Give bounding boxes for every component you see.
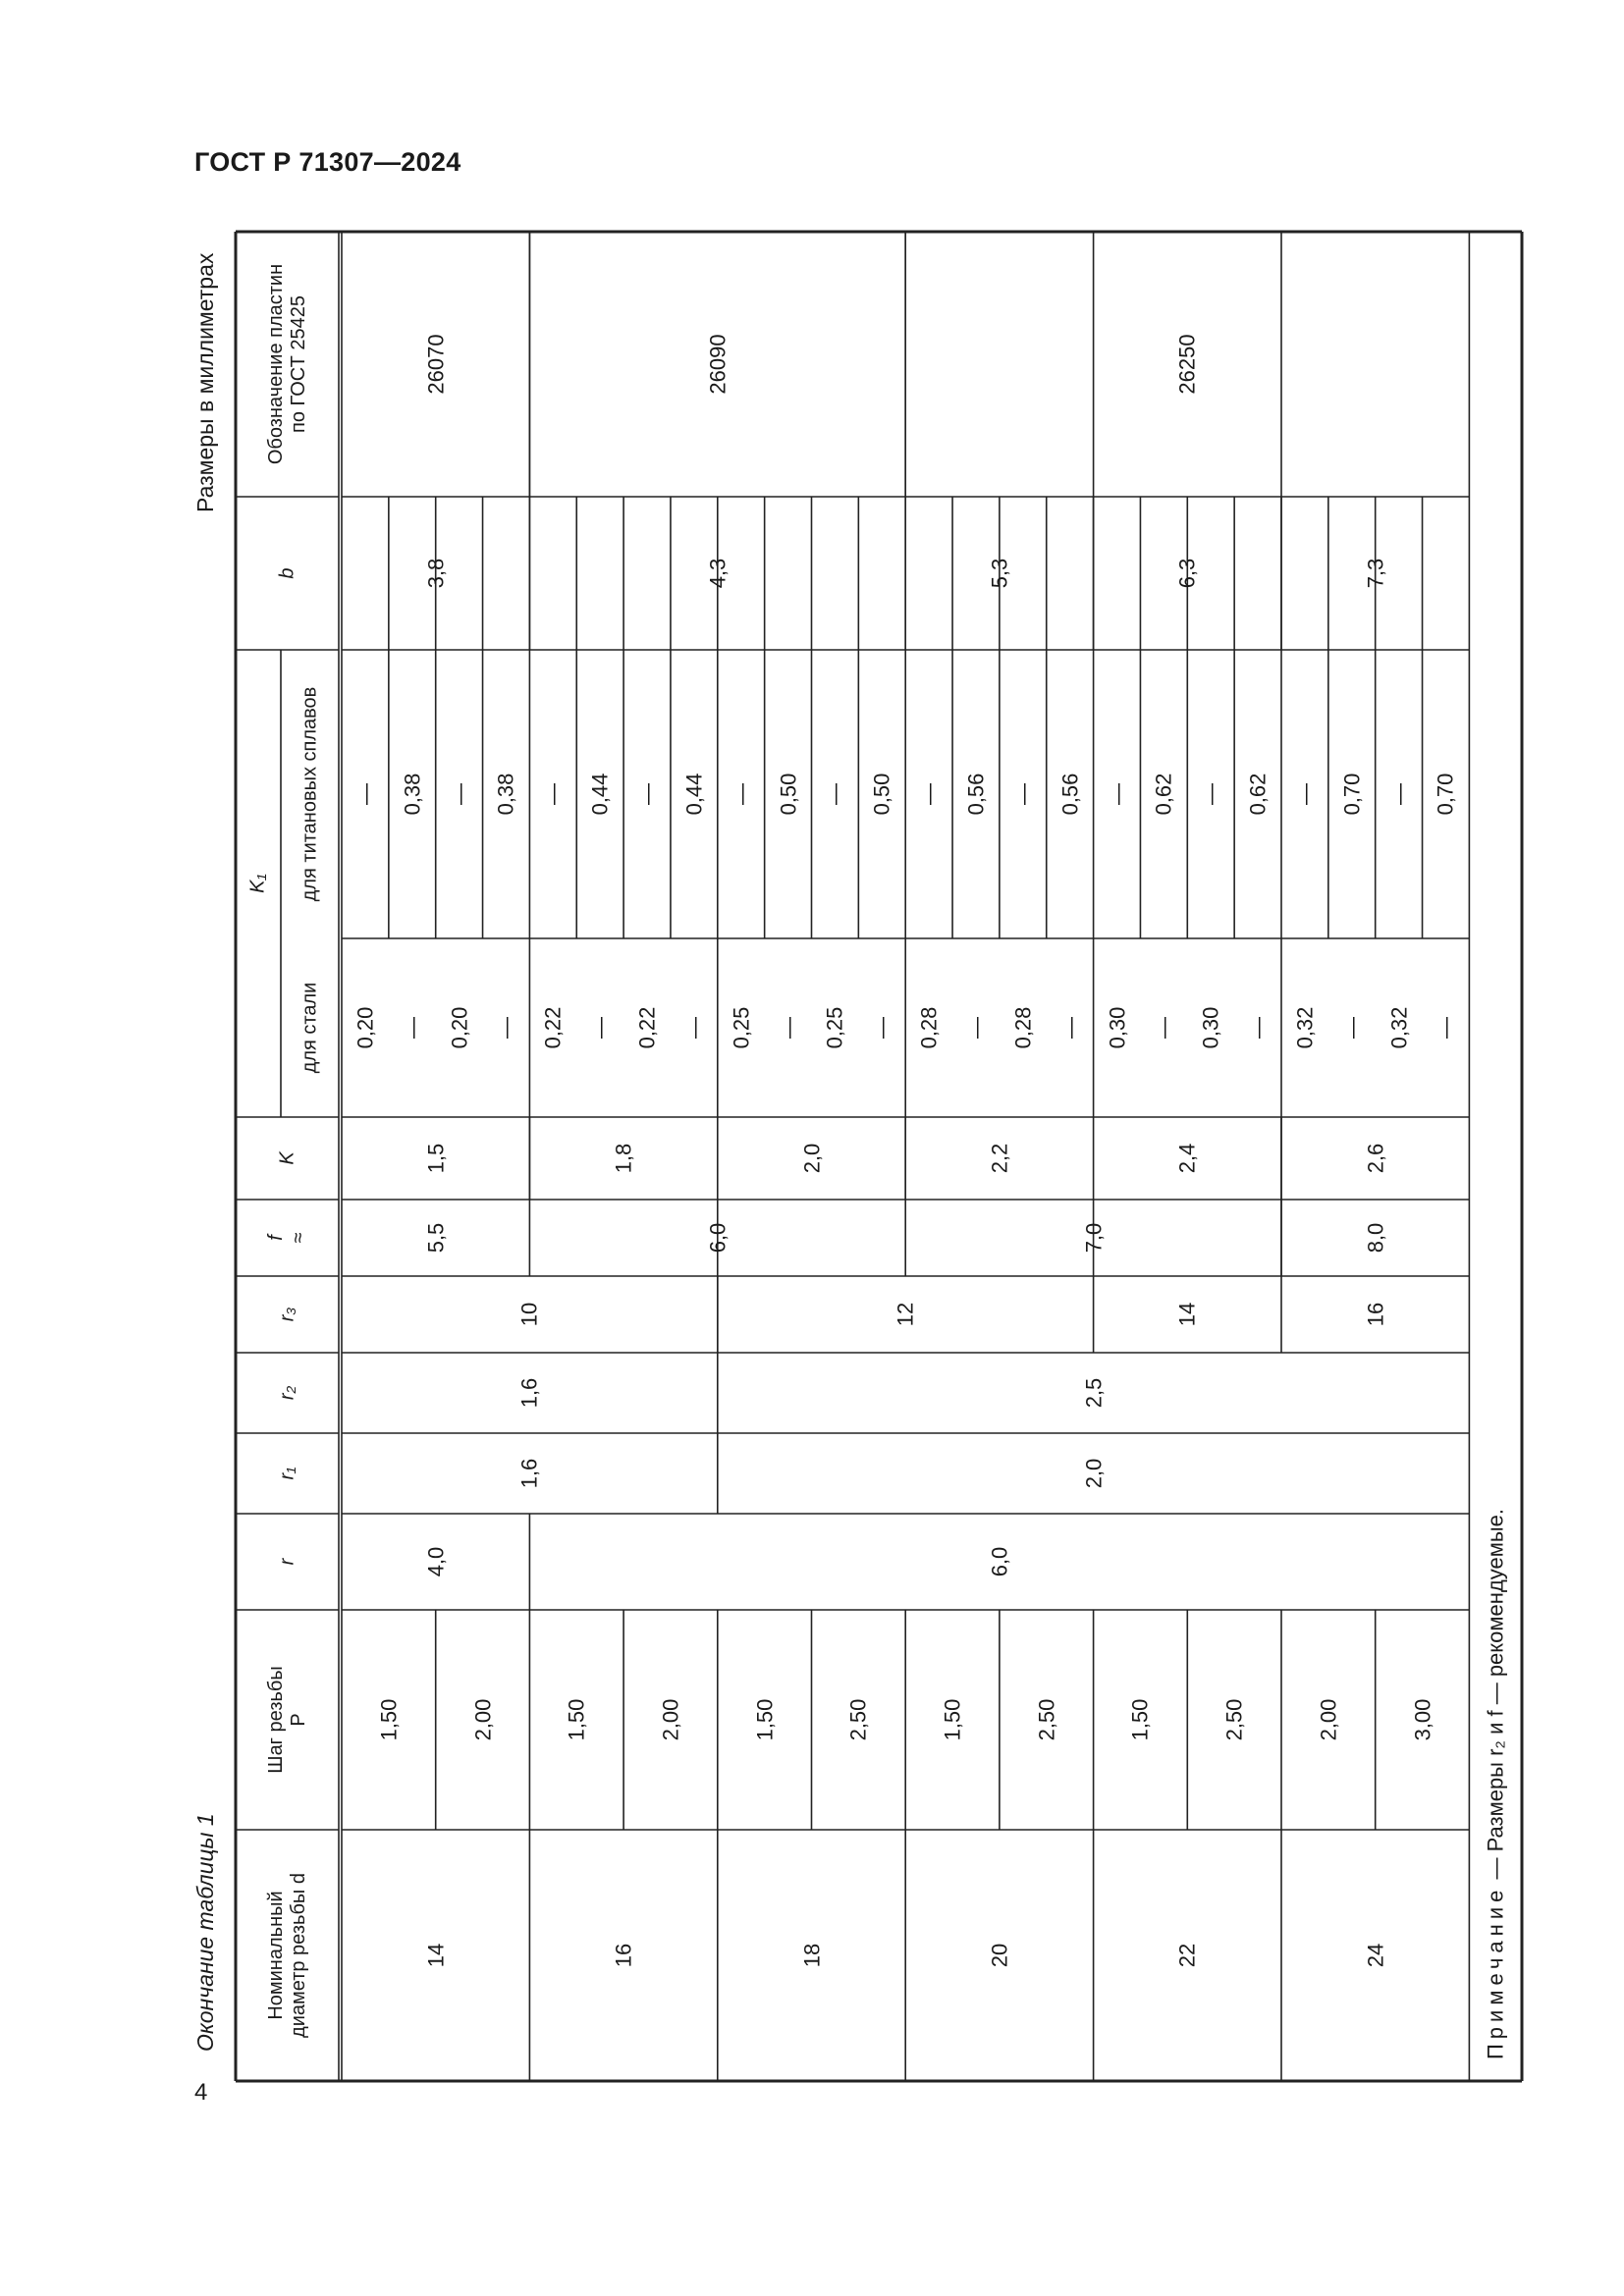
K1-titanium-value-text: — (634, 783, 660, 805)
K1-titanium-value-text: 0,38 (493, 773, 518, 816)
r3-value-text: 16 (1363, 1302, 1388, 1327)
P-value-text: 2,00 (469, 1698, 495, 1741)
table-note-text (1484, 1509, 1508, 2059)
P-value-text: 2,00 (1316, 1698, 1341, 1741)
r3-value-text: 12 (893, 1302, 918, 1327)
K1-titanium-value-text: — (1010, 783, 1036, 805)
K1-titanium-value-text: — (1104, 783, 1129, 805)
K1-steel-value-text: — (1433, 1017, 1458, 1039)
K1-steel-value-text: 0,20 (352, 1006, 378, 1049)
d-value-text: 18 (798, 1943, 824, 1968)
K1-steel-value-text: — (493, 1017, 518, 1039)
K1-steel-value-text: — (1151, 1017, 1176, 1039)
d-value-text: 20 (987, 1943, 1012, 1968)
header-r1-text: r₁ (276, 1467, 298, 1480)
K1-titanium-value-text: 0,62 (1151, 773, 1176, 816)
K1-steel-value-text: 0,22 (540, 1006, 566, 1049)
r-value-text: 6,0 (987, 1546, 1012, 1577)
K1-titanium-value-text: — (352, 783, 378, 805)
header-r3-text: r₃ (276, 1307, 298, 1322)
P-value-text: 1,50 (940, 1698, 965, 1741)
P-value-text: 3,00 (1409, 1698, 1435, 1741)
f-value-text: 8,0 (1363, 1222, 1388, 1254)
K1-titanium-value-text: — (446, 783, 471, 805)
K1-titanium-value-text: 0,70 (1433, 773, 1458, 816)
K1-titanium-value-text: — (916, 783, 942, 805)
P-value-text: 1,50 (751, 1698, 777, 1741)
plate-value-text: 26090 (705, 334, 731, 395)
P-value-text: 1,50 (1127, 1698, 1153, 1741)
K1-titanium-value-text: 0,44 (681, 773, 707, 816)
K1-steel-value-text: 0,32 (1292, 1006, 1318, 1049)
K1-steel-value-text: 0,20 (446, 1006, 471, 1049)
header-d-text: Номинальный диаметр резьбы d (264, 1873, 309, 2038)
K1-titanium-value-text: 0,50 (869, 773, 894, 816)
K1-steel-value-text: — (681, 1017, 707, 1039)
b-value-text: 6,3 (1174, 558, 1200, 589)
table-caption: Окончание таблицы 1 (192, 1813, 218, 2052)
K-value-text: 2,2 (987, 1143, 1012, 1174)
r1-value-text: 1,6 (516, 1458, 542, 1489)
K1-steel-value-text: — (1339, 1017, 1365, 1039)
units-note: Размеры в миллиметрах (192, 252, 218, 512)
K1-titanium-value-text: — (729, 783, 754, 805)
d-value-text: 24 (1363, 1943, 1388, 1968)
K1-titanium-value-text: — (1385, 783, 1411, 805)
K-value-text: 2,4 (1174, 1143, 1200, 1174)
K1-steel-value-text: — (1057, 1017, 1083, 1039)
b-value-text: 5,3 (987, 558, 1012, 589)
K1-titanium-value-text: — (540, 783, 566, 805)
d-value-text: 22 (1174, 1943, 1200, 1968)
header-r2-text: r₂ (276, 1385, 298, 1401)
K1-titanium-value-text: 0,44 (587, 773, 613, 816)
K1-titanium-value-text: — (822, 783, 847, 805)
r2-value-text: 1,6 (516, 1377, 542, 1409)
K1-steel-value-text: — (775, 1017, 800, 1039)
K1-steel-value-text: 0,28 (916, 1006, 942, 1049)
page-number: 4 (194, 2079, 208, 2106)
P-value-text: 1,50 (564, 1698, 589, 1741)
K1-titanium-value-text: 0,70 (1339, 773, 1365, 816)
K-value-text: 2,0 (798, 1143, 824, 1174)
K1-titanium-value-text: — (1292, 783, 1318, 805)
K1-titanium-value-text: — (1198, 783, 1223, 805)
K-value-text: 2,6 (1363, 1143, 1388, 1174)
P-value-text: 2,50 (845, 1698, 871, 1741)
d-value-text: 14 (423, 1943, 449, 1968)
K1-steel-value-text: — (869, 1017, 894, 1039)
K1-steel-value-text: 0,28 (1010, 1006, 1036, 1049)
plate-value-text: 26070 (423, 334, 449, 395)
K1-steel-value-text: 0,32 (1385, 1006, 1411, 1049)
header-f-text: f ≈ (264, 1232, 309, 1244)
f-value-text: 6,0 (705, 1222, 731, 1254)
P-value-text: 2,50 (1034, 1698, 1059, 1741)
header-b-text: b (276, 567, 298, 579)
K1-steel-value-text: 0,25 (822, 1006, 847, 1049)
K1-titanium-value-text: 0,56 (963, 773, 989, 816)
header-K1-text: K₁ (246, 874, 269, 893)
r-value-text: 4,0 (423, 1546, 449, 1577)
K1-titanium-value-text: 0,50 (775, 773, 800, 816)
header-K1-steel-text: для стали (298, 982, 320, 1074)
K1-steel-value-text: — (963, 1017, 989, 1039)
r3-value-text: 14 (1174, 1302, 1200, 1327)
K-value-text: 1,5 (423, 1143, 449, 1174)
header-plate-text: Обозначение пластин по ГОСТ 25425 (264, 263, 309, 465)
K1-steel-value-text: 0,25 (729, 1006, 754, 1049)
K1-steel-value-text: — (1245, 1017, 1271, 1039)
header-P-text: Шаг резьбы P (264, 1666, 309, 1774)
K1-steel-value-text: 0,30 (1198, 1006, 1223, 1049)
P-value-text: 1,50 (376, 1698, 402, 1741)
header-K1-titanium-text: для титановых сплавов (298, 686, 320, 902)
header-K-text: K (276, 1151, 298, 1165)
header-r-text: r (276, 1558, 298, 1566)
K1-titanium-value-text: 0,62 (1245, 773, 1271, 816)
b-value-text: 7,3 (1363, 558, 1388, 589)
plate-value-text: 26250 (1174, 334, 1200, 395)
b-value-text: 4,3 (705, 558, 731, 589)
r2-value-text: 2,5 (1080, 1377, 1106, 1409)
f-value-text: 5,5 (423, 1222, 449, 1254)
d-value-text: 16 (611, 1943, 636, 1968)
b-value-text: 3,8 (423, 558, 449, 589)
table-note-body: — Размеры r₂ и f — рекомендуемые. (1483, 1508, 1508, 1886)
K1-steel-value-text: 0,22 (634, 1006, 660, 1049)
document-standard-id: ГОСТ Р 71307—2024 (194, 147, 461, 177)
f-value-text: 7,0 (1080, 1222, 1106, 1254)
K1-steel-value-text: 0,30 (1104, 1006, 1129, 1049)
P-value-text: 2,00 (658, 1698, 683, 1741)
K-value-text: 1,8 (611, 1143, 636, 1174)
table-note-lead: Примечание (1483, 1885, 1508, 2059)
r3-value-text: 10 (516, 1302, 542, 1327)
K1-steel-value-text: — (400, 1017, 425, 1039)
r1-value-text: 2,0 (1080, 1458, 1106, 1489)
K1-steel-value-text: — (587, 1017, 613, 1039)
K1-titanium-value-text: 0,38 (400, 773, 425, 816)
K1-titanium-value-text: 0,56 (1057, 773, 1083, 816)
P-value-text: 2,50 (1221, 1698, 1247, 1741)
